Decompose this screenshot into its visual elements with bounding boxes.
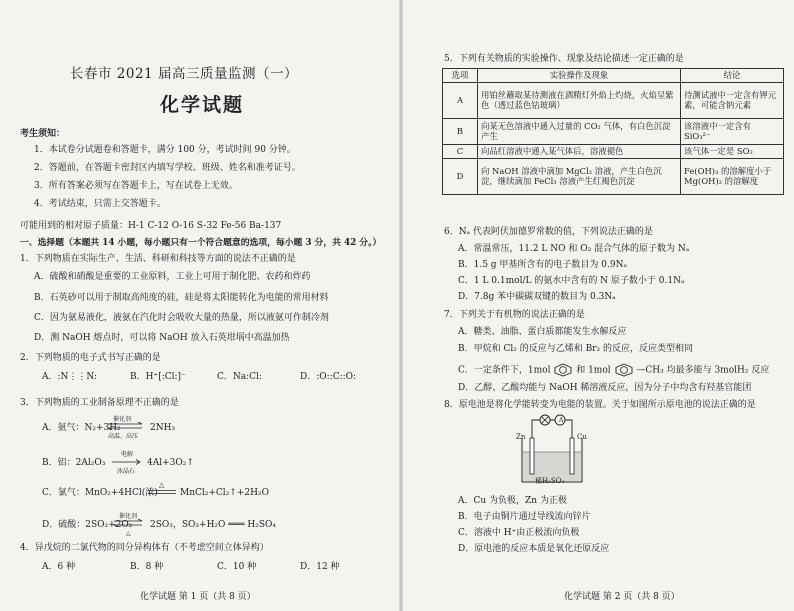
q1-option-a: A．硫酸和硝酸是重要的工业原料，工业上可用于制化肥、农药和炸药: [34, 272, 311, 282]
q3-option-b-condition-bottom: 冰晶石: [117, 468, 136, 475]
notice-2: 2．答题前，在答题卡密封区内填写学校、班级、姓名和准考证号。: [34, 163, 301, 173]
table-row: [443, 144, 784, 158]
q6-stem: 6．Nₐ 代表阿伏加德罗常数的值，下列说法正确的是: [444, 227, 653, 237]
table-header-conclusion: 结论: [681, 69, 784, 83]
q7-option-b: B．甲烷和 Cl₂ 的反应与乙烯和 Br₂ 的反应，反应类型相同: [458, 344, 693, 354]
q3-option-d-left: D．硫酸：2SO₂+2O₂: [42, 520, 133, 530]
q3-option-a-right: 2NH₃: [150, 423, 176, 433]
table-row: [443, 118, 784, 144]
q3-option-d-condition-bottom: △: [126, 530, 131, 537]
table-cell-operation: 用铂丝蘸取某待测液在酒精灯外焰上灼烧，火焰呈紫色（透过蓝色钴玻璃）: [478, 82, 681, 118]
q3-option-a-condition-top: 催化剂: [113, 416, 132, 423]
q2-option-a: A．:N⋮⋮N:: [42, 372, 97, 382]
table-cell-conclusion: 该气体一定是 SO₂: [681, 144, 784, 158]
q8-option-b: B．电子由铜片通过导线流向锌片: [458, 512, 591, 522]
q3-option-a-left: A．氨气：N₂+3H₂: [42, 423, 121, 433]
q8-option-a: A．Cu 为负极，Zn 为正极: [458, 496, 567, 506]
q1-option-b: B．石英砂可以用于制取高纯度的硅，硅是将太阳能转化为电能的常用材料: [34, 293, 329, 303]
table-cell-conclusion: 待测试液中一定含有钾元素，可能含钠元素: [681, 82, 784, 118]
equilibrium-arrow-icon: [108, 422, 144, 430]
section-1-heading: 一、选择题（本题共 14 小题，每小题只有一个符合题意的选项，每小题 3 分，共 42 分。）: [20, 238, 382, 248]
q8-option-c: C．溶液中 H⁺由正极流向负极: [458, 528, 580, 538]
exam-title: 长春市 2021 届高三质量监测（一）: [70, 66, 298, 82]
q2-option-c: C．Na:Cl:: [217, 372, 262, 382]
table-cell-operation: 向 NaOH 溶液中滴加 MgCl₂ 溶液，产生白色沉淀，继续滴加 FeCl₃ 溶液产生红褐色沉淀: [478, 158, 681, 194]
reaction-arrow-icon: [112, 459, 142, 465]
q3-option-a-condition-bottom: 高温、高压: [108, 433, 139, 440]
toluene-ring-icon: [614, 363, 634, 377]
experiment-table: [442, 68, 784, 195]
label-cu: Cu: [577, 433, 587, 441]
q6-option-d: D．7.8g 苯中碳碳双键的数目为 0.3Nₐ: [458, 292, 616, 302]
table-cell-operation: 向品红溶液中通入某气体后，溶液褪色: [478, 144, 681, 158]
q3-option-d-condition-top: 催化剂: [119, 513, 138, 520]
label-ammeter: A: [559, 417, 564, 424]
q3-stem: 3．下列物质的工业制备原理不正确的是: [20, 398, 179, 408]
q3-option-c-condition: △: [159, 481, 165, 489]
q7-option-c: [458, 363, 769, 377]
table-row: [443, 82, 784, 118]
table-header-row: [443, 69, 784, 83]
label-dilute-sulfuric-acid: 稀H₂SO₄: [535, 477, 565, 485]
equilibrium-arrow-icon: [114, 519, 144, 527]
q5-stem: 5．下列有关物质的实验操作、现象及结论描述一定正确的是: [444, 54, 684, 64]
q6-option-c: C．1 L 0.1mol/L 的氨水中含有的 N 原子数小于 0.1Nₐ: [458, 276, 685, 286]
table-cell-operation: 向某无色溶液中通入过量的 CO₂ 气体，有白色沉淀产生: [478, 118, 681, 144]
notice-heading: 考生须知：: [20, 129, 66, 139]
q8-stem: 8．原电池是将化学能转变为电能的装置。关于如图所示原电池的说法正确的是: [444, 400, 756, 410]
q1-stem: 1．下列物质在实际生产、生活、科研和科技等方面的说法不正确的是: [20, 254, 296, 264]
table-row: [443, 158, 784, 194]
page-fold-divider: [399, 0, 403, 611]
table-cell-conclusion: 该溶液中一定含有 SiO₃²⁻: [681, 118, 784, 144]
q4-option-b: B．8 种: [130, 562, 164, 572]
q3-option-c-left: C．氯气：MnO₂+4HCl(浓): [42, 488, 158, 498]
right-page: [404, 0, 794, 611]
page-footer-2: 化学试题 第 2 页（共 8 页）: [564, 592, 680, 602]
q6-option-a: A．常温常压，11.2 L NO 和 O₂ 混合气体的原子数为 Nₐ: [458, 244, 690, 254]
q4-option-d: D．12 种: [300, 562, 340, 572]
q7-option-c-suffix: —CH₃ 均最多能与 3molH₂ 反应: [636, 365, 770, 376]
notice-3: 3．所有答案必须写在答题卡上，写在试卷上无效。: [34, 181, 238, 191]
q3-option-d-right: 2SO₃，SO₃+H₂O ═══ H₂SO₄: [150, 520, 276, 530]
subject-title: 化学试题: [160, 94, 245, 116]
equals-arrow-icon: [148, 489, 176, 495]
q3-option-b-right: 4Al+3O₂↑: [147, 458, 194, 468]
q3-option-c-right: MnCl₂+Cl₂↑+2H₂O: [180, 488, 269, 498]
table-cell-option: C: [443, 144, 478, 158]
q3-option-b-left: B．铝：2Al₂O₃: [42, 458, 106, 468]
q8-option-d: D．原电池的反应本质是氧化还原反应: [458, 544, 610, 554]
q2-option-b: B．H⁺[:Cl:]⁻: [130, 372, 186, 382]
q2-option-d: D．:O::C::O:: [300, 372, 357, 382]
q7-stem: 7．下列关于有机物的说法正确的是: [444, 310, 585, 320]
q1-option-c: C．因为氨易液化，液氨在汽化时会吸收大量的热量，所以液氨可作制冷剂: [34, 313, 329, 323]
table-header-option: 选项: [443, 69, 478, 83]
q7-option-a: A．糖类、油脂、蛋白质都能发生水解反应: [458, 327, 627, 337]
q4-stem: 4．异戊烷的二氯代物的同分异构体有（不考虑空间立体异构）: [20, 543, 269, 553]
table-cell-conclusion: Fe(OH)₃ 的溶解度小于 Mg(OH)₂ 的溶解度: [681, 158, 784, 194]
benzene-ring-icon: [553, 363, 573, 377]
q1-option-d: D．测 NaOH 熔点时，可以将 NaOH 放入石英坩埚中高温加热: [34, 333, 290, 343]
q4-option-c: C．10 种: [217, 562, 257, 572]
notice-1: 1．本试卷分试题卷和答题卡，满分 100 分，考试时间 90 分钟。: [34, 145, 296, 155]
table-cell-option: B: [443, 118, 478, 144]
q2-stem: 2．下列物质的电子式书写正确的是: [20, 353, 161, 363]
q7-option-c-middle: 和 1mol: [576, 365, 611, 376]
label-zn: Zn: [516, 433, 526, 441]
page-footer-1: 化学试题 第 1 页（共 8 页）: [140, 592, 256, 602]
table-cell-option: D: [443, 158, 478, 194]
q7-option-d: D．乙醇、乙酸均能与 NaOH 稀溶液反应，因为分子中均含有羟基官能团: [458, 383, 752, 393]
atomic-masses: 可能用到的相对原子质量：H-1 C-12 O-16 S-32 Fe-56 Ba-137: [20, 221, 282, 231]
q3-option-b-condition-top: 电解: [121, 451, 134, 458]
notice-4: 4．考试结束，只需上交答题卡。: [34, 199, 166, 209]
q6-option-b: B．1.5 g 甲基所含有的电子数目为 0.9Nₐ: [458, 260, 627, 270]
q7-option-c-prefix: C．一定条件下，1mol: [458, 365, 551, 376]
table-cell-option: A: [443, 82, 478, 118]
table-header-operation: 实验操作及现象: [478, 69, 681, 83]
q4-option-a: A．6 种: [42, 562, 76, 572]
